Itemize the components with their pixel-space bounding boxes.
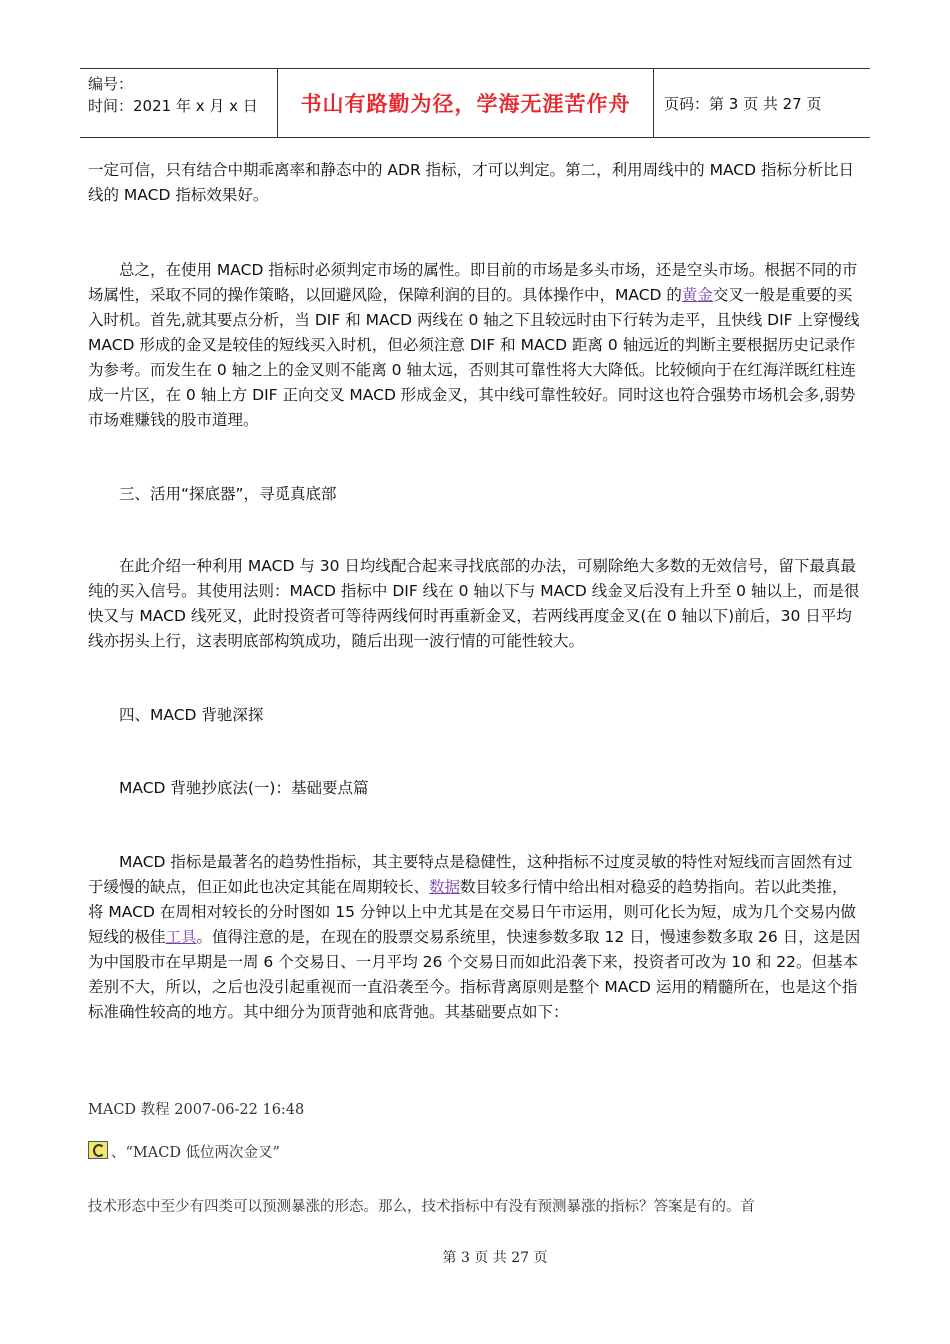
section-heading-4: 四、MACD 背驰深探 [119,706,264,724]
paragraph-6-text-c: 。值得注意的是，在现在的股票交易系统里，快速参数多取 12 日，慢速参数多取 26 日，这是因为中国股市在早期是一周 6 个交易日、一月平均 26 个交易日而如此沿袭下来，投资者可改为 10 和 22。但基本差别不大，所以，之后也没引起重视而一直沿袭至今。指标背离原则是整个 MACD 运用的精髓所在，也是这个指标准确性较高的地方。其中细分为顶背弛和底背弛。其基础要点如下： [88,928,861,1021]
paragraph-6-text-a: MACD 指标是最著名的趋势性指标，其主要特点是稳健性，这种指标不过度灵敏的特性对短线而言固然有过于缓慢的缺点，但正如此也决定其能在周期较长、 [88,853,853,896]
list-item-line [88,1141,863,1166]
list-item-text: 、“MACD 低位两次金叉” [111,1145,280,1161]
image-icon [88,1141,108,1159]
tutorial-date: 2007-06-22 16:48 [169,1102,305,1118]
paragraph-2-text-b: 交叉一般是重要的买入时机。首先,就其要点分析，当 DIF 和 MACD 两线在 0 轴之下且较远时由下行转为走平，且快线 DIF 上穿慢线 MACD 形成的金叉是较佳的短线买入时机，但必须注意 DIF 和 MACD 距离 0 轴远近的判断主要根据历史记录作为参考。而发生在 0 轴之上的金叉则不能离 0 轴太远，否则其可靠性将大大降低。比较倾向于在红海洋既红柱连成一片区，在 0 轴上方 DIF 正向交叉 MACD 形成金叉，其中线可靠性较好。同时这也符合强势市场机会多,弱势市场难赚钱的股市道理。 [88,286,860,429]
paragraph-1: 一定可信，只有结合中期乖离率和静态中的 ADR 指标，才可以判定。第二，利用周线中的 MACD 指标分析比日线的 MACD 指标效果好。 [88,161,854,204]
paragraph-9: 技术形态中至少有四类可以预测暴涨的形态。那么，技术指标中有没有预测暴涨的指标？答案是有的。首 [88,1199,755,1215]
link-tool[interactable]: 工具 [165,928,197,946]
section-heading-5: MACD 背驰抄底法(一)：基础要点篇 [119,779,369,797]
number-label: 编号： [88,75,134,93]
link-gold[interactable]: 黄金 [681,286,713,304]
tutorial-title-line [88,1098,863,1123]
section-heading-3: 三、活用“探底器”，寻觅真底部 [119,485,337,503]
page-header [80,68,870,138]
header-page-label: 页码：第 3 页 共 27 页 [664,94,822,113]
paragraph-4: 在此介绍一种利用 MACD 与 30 日均线配合起来寻找底部的办法，可剔除绝大多数的无效信号，留下最真最纯的买入信号。其使用法则：MACD 指标中 DIF 线在 0 轴以下与 MACD 线金叉后没有上升至 0 轴以上，而是很快又与 MACD 线死叉，此时投资者可等待两线何时再重新金叉，若两线再度金叉(在 0 轴以下)前后，30 日平均线亦拐头上行，这表明底部构筑成功，随后出现一波行情的可能性较大。 [88,557,860,650]
time-label: 时间：2021 年 x 月 x 日 [88,97,258,115]
paragraph-6 [88,850,863,1025]
link-data[interactable]: 数据 [429,878,461,896]
paragraph-2-text-a: 总之，在使用 MACD 指标时必须判定市场的属性。即目前的市场是多头市场，还是空头市场。根据不同的市场属性，采取不同的操作策略，以回避风险，保障利润的目的。具体操作中，MACD 的 [88,261,858,304]
tutorial-title: MACD 教程 [88,1102,170,1118]
header-motto: 书山有路勤为径，学海无涯苦作舟 [278,69,654,137]
paragraph-6-text-b: 数目较多行情中给出相对稳妥的趋势指向。若以此类推，将 MACD 在周相对较长的分时图如 15 分钟以上中尤其是在交易日午市运用，则可化长为短，成为几个交易内做短线的极佳 [88,878,856,946]
page-footer: 第 3 页 共 27 页 [442,1250,548,1266]
header-meta [80,69,278,137]
paragraph-2 [88,258,863,433]
